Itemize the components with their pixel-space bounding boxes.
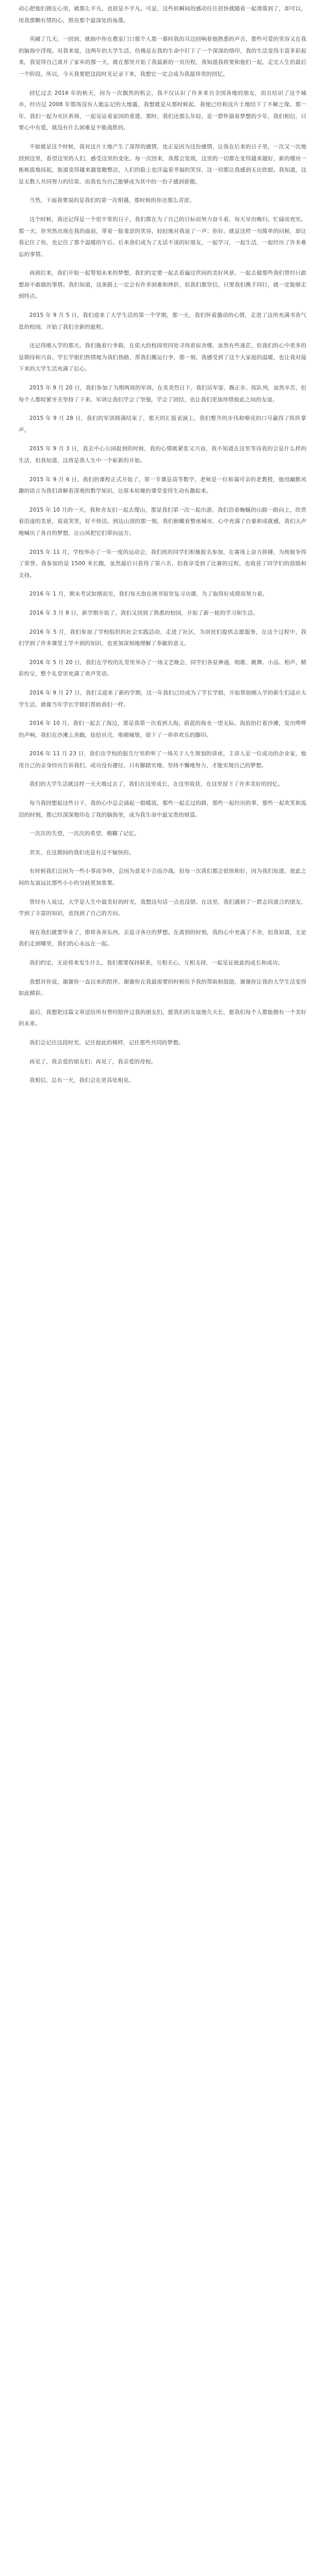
paragraph: 2015 年 9 月 20 日，我们参加了为期两周的军训，在炎炎烈日下，我们站军姿、踢正步、练队列，虽然辛苦，但每个人都咬紧牙关坚持了下来。军训让我们学会了坚强，学会了团结，也让我们更加珍惜彼此之间的友谊。 [19,385,306,403]
paragraph: 2016 年 3 月 8 日，新学期开始了，我们又回到了熟悉的校园，开始了新一轮的学习和生活。 [29,609,259,616]
paragraph: 回忆过去 2016 年的秋天，因为一次偶然的机会，我不仅认识了许多来自全国各地的朋友，而且结识了这个城市，经历过 2008 年那场没有人能忘记的大地震，我想就是从那时候起，我便已经和这片土地结下了不解之缘。那一年，我们一起为灾区祈祷，一起见证着家园的重建，那时，我们还那么年轻，是一群怀揣着梦想的少年，我们相信，只要心中有爱，就没有什么困难是不能战胜的。 [19,90,306,131]
paragraph: 我想对你说，谢谢你一直以来的陪伴，谢谢你在我最需要的时候给予我的帮助和鼓励，谢谢你让我的大学生活变得如此精彩。 [19,978,306,997]
paragraph: 再见了，我亲爱的朋友们；再见了，我亲爱的母校。 [29,1058,157,1065]
paragraph: 2015 年 10 月的一天，我和舍友们一起去爬山，那是我们第一次一起出游，我们沿着蜿蜒的山路一路向上，欣赏着沿途的美景，说说笑笑，好不快活。到达山顶的那一刻，我们俯瞰着整座城市，心中充满了自豪和成就感，我们大声地喊出了各自的梦想，让山风把它们带向远方。 [19,506,306,536]
article-body [19,3,306,1094]
paragraph: 动心把他们拥在心里，就那么平凡，也很是不平凡。可是，这些转瞬间的感动往往很快就随着一起滑落到了，却可以，用我那颗有情的心，照亮那个最深处的角落。 [19,6,306,24]
paragraph: 我们的大学生活就这样一天天地过去了，我们在这里成长，在这里收获，在这里留下了许多美好的回忆。 [29,781,284,788]
paragraph: 2016 年 9 月 27 日，我们又迎来了新的学期，这一年我们已经成为了学长学姐，开始帮助刚入学的新生们适应大学生活，就像当年学长学姐们帮助我们一样。 [19,689,306,708]
paragraph: 2015 年 9 月 5 日，我们迎来了大学生活的第一个学期，那一天，我们怀着激动的心情，走进了这所充满书香气息的校园，开始了我们全新的旅程。 [19,312,306,330]
paragraph: 2016 年 10 月，我们一起去了海边，那是我第一次看到大海，蔚蓝的海水一望无际，海浪拍打着沙滩，发出哗哗的声响，我们在沙滩上奔跑，捡拾贝壳，堆砌城堡，留下了一串串欢乐的脚印。 [19,720,306,738]
paragraph: 不如就是这个时候，我对这片土地产生了深厚的感情，也正是因为这份感情，让我在后来的日子里，一次又一次地回到这里，看望这里的人们，感受这里的变化。每一次回来，我都会发现，这里的一切都在变得越来越好，新的楼房一栋栋拔地而起，街道变得越来越宽敞整洁，人们的脸上也洋溢着幸福的笑容，这一切都让我感到无比欣慰。我知道，这是无数人共同努力的结果，而我也为自己能够成为其中的一份子感到骄傲。 [19,143,306,185]
paragraph: 2015 年 9 月 3 日，我去中心公园报到的时候，我的心情既紧张又兴奋，我不知道在这里等待我的会是什么样的生活，但我知道，这将是我人生中一个崭新的开始。 [19,446,306,464]
paragraph: 2015 年 9 月 6 日，我们的课程正式开始了，第一节课是高等数学，老师是一位和蔼可亲的老教授，他用幽默风趣的语言为我们讲解着深奥的数学知识，让原本枯燥的课堂变得生动有趣起来。 [19,476,306,495]
paragraph: 有时候我们会因为一些小事而争吵，会因为意见不合而冷战，但每一次我们都会很快和好，因为我们知道，彼此之间的友谊远比那些小小的分歧更加重要。 [19,868,306,887]
paragraph: 我相信，总有一天，我们会在更高处相见。 [29,1077,135,1084]
paragraph: 当然，下面我要说的是我们的第一次相遇，那时候的你还那么青涩。 [29,197,195,204]
paragraph: 一次次的失望，一次次的希望，模糊了记忆。 [29,831,140,837]
paragraph: 我们约定，无论将来发生什么，我们都要保持联系，互相关心，互相支持，一起见证彼此的成长和成功。 [29,960,284,966]
paragraph: 再到后来，我们开始一起筹划未来的梦想，我们约定要一起去看遍这世间的美好风景，一起去做那些我们曾经只敢想却不敢做的事情。我们知道，这条路上一定会有许多困难和挫折，但我们都坚信，只要我们携手同行，就一定能够走到终点。 [19,270,306,300]
paragraph: 其实，在这期间的我们也是有过不愉快的。 [29,849,135,856]
paragraph: 我们会记住这段时光，记住彼此的模样，记住那些共同的梦想。 [29,1039,184,1046]
paragraph: 2016 年 5 月 20 日，我们在学校的礼堂里举办了一场文艺晚会，同学们各显神通，唱歌、跳舞、小品、相声，精彩纷呈，整个礼堂里充满了欢声笑语。 [19,659,306,677]
paragraph: 英國了几天。一回到，就抽中你在教室门口那个人那一幕时我的耳边回响着他熟悉的声音，那些可爱的笑容又在我的脑海中浮现。对我来说，这两年的大学生活，仿佛是在我的生命中打下了一个深深的烙印，我的生活变得丰富多彩起来，我觉得自己离开了家乡的那一天，就在那里开始了我最新的一页历程，我知道我将要和他们一起，走完人生的最后一个阶段。所以，今天我要把这段时光记录下来，我想它一定会成为我最珍贵的回忆。 [19,36,306,77]
paragraph: 2016 年 1 月，期末考试如期而至，我们每天泡在图书馆里复习功课，为了取得好成绩而努力着。 [29,591,268,598]
paragraph: 这个时候，我还记得是一个很平常的日子，我们都在为了自己的目标而努力奋斗着，每天早出晚归，忙碌而充实。那一天，你突然出现在我的面前，带着一脸羞涩的笑容，轻轻地对我说了一声：你好。就是这样一句简单的问候，却让我记住了你，也记住了那个温暖的午后。后来我们成为了无话不谈的好朋友，一起学习，一起生活，一起经历了许多难忘的事情。 [19,216,306,258]
paragraph: 2015 年 11 月，学校举办了一年一度的运动会，我们班的同学们积极报名参加，在赛场上奋力拼搏，为班级争得了荣誉。我参加的是 1500 米长跑，虽然最后只获得了第六名，但我享受到了比赛的过程，也收获了同学们的鼓励和支持。 [19,549,306,579]
paragraph: 现在我们就要毕业了，即将各奔东西，去追寻各自的梦想。在离别的时刻，我的心中充满了不舍，但我知道，无论我们走到哪里，我们的心永远在一起。 [19,929,306,947]
paragraph: 2016 年 11 月 23 日，我们在学校的报告厅里聆听了一场关于人生规划的讲座，主讲人是一位成功的企业家，他用自己的亲身经历告诉我们，成功没有捷径，只有脚踏实地、坚持不懈地努力，才能实现自己的梦想。 [19,751,306,769]
paragraph: 曾经有人说过，大学是人生中最美好的时光，我想这句话一点也没错。在这里，我们遇到了一群志同道合的朋友，学到了丰富的知识，也找到了自己的方向。 [19,899,306,917]
paragraph: 2015 年 9 月 28 日，我们的军训圆满结束了，那天的汇报表演上，我们整齐的步伐和嘹亮的口号赢得了阵阵掌声。 [19,415,306,433]
paragraph: 还记得刚入学的那天，我们拖着行李箱，在偌大的校园里四处寻找着宿舍楼，虽然有些迷茫，但我们的心中更多的是期待和兴奋。学长学姐们热情地为我们指路，帮我们搬运行李，那一刻，我感受到了这个大家庭的温暖，也让我对接下来的大学生活充满了信心。 [19,343,306,372]
paragraph: 最后，我想把这篇文章送给所有曾经陪伴过我的朋友们，愿我们的友谊地久天长，愿我们每个人都能拥有一个美好的未来。 [19,1009,306,1027]
paragraph: 每当我回想起这些日子，我的心中总会涌起一股暖流，那些一起走过的路，那些一起经历的事，那些一起欢笑和流泪的时刻，都已经深深地印在了我的脑海里，成为我生命中最宝贵的财富。 [19,800,306,818]
paragraph: 2016 年 5 月，我们参加了学校组织的社会实践活动，走进了社区，为居民们提供志愿服务，在这个过程中，我们学到了许多课堂上学不到的知识，也更加深刻地理解了奉献的意义。 [19,629,306,647]
